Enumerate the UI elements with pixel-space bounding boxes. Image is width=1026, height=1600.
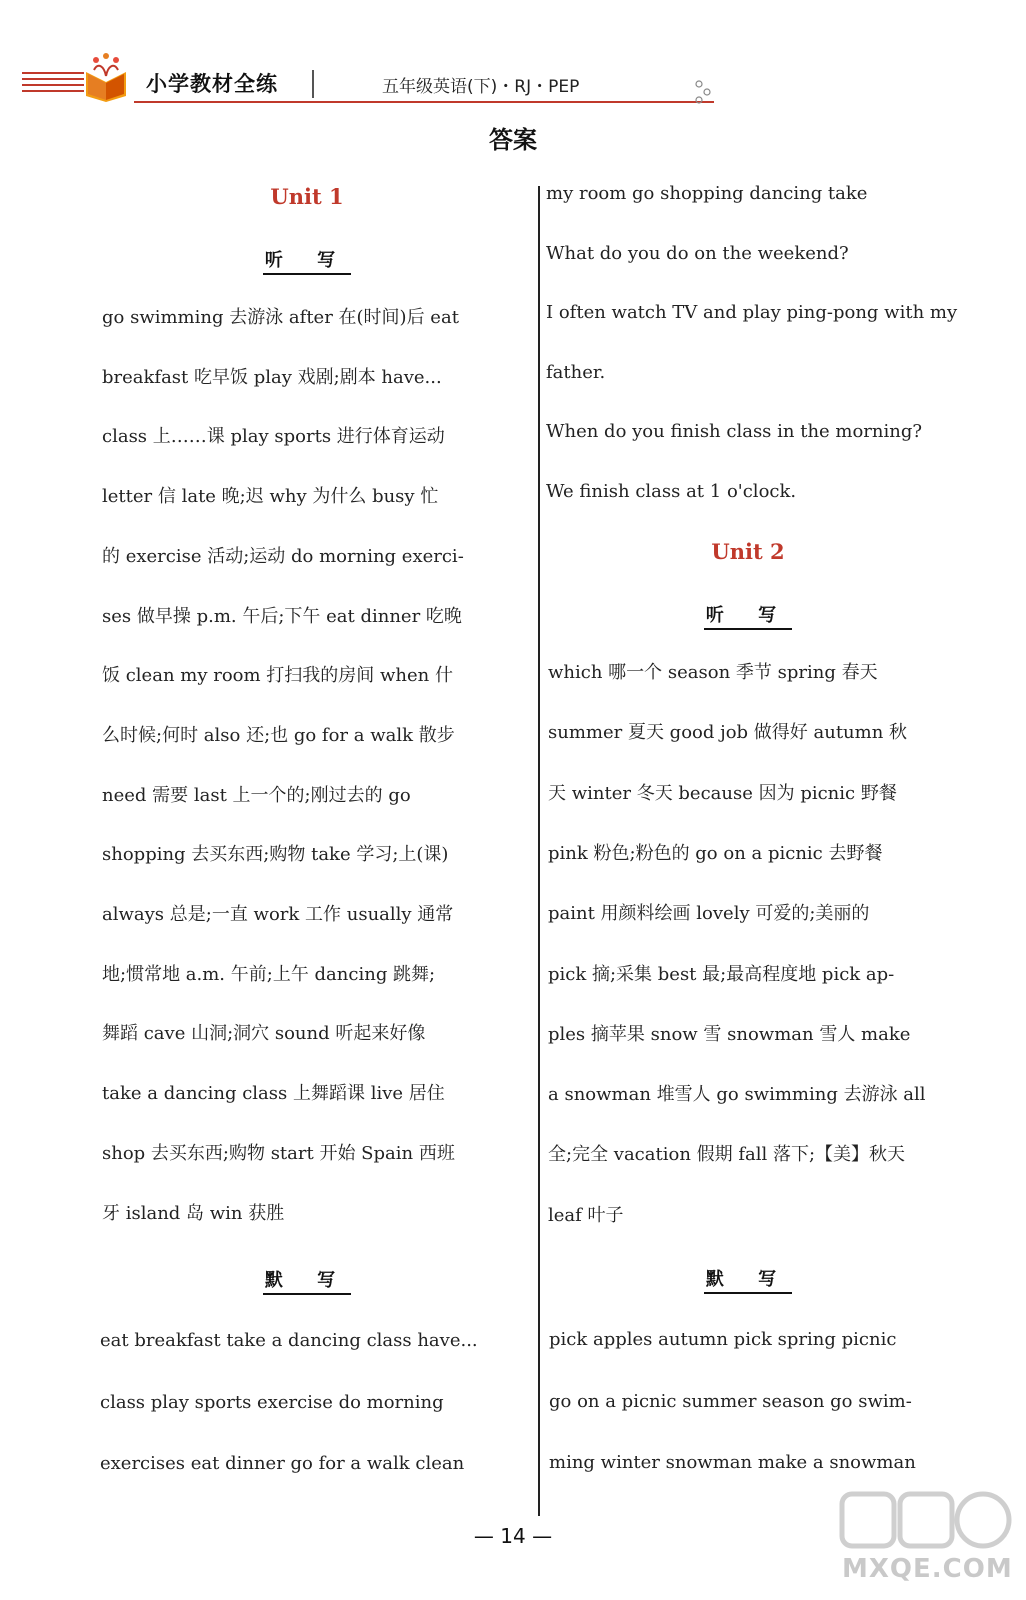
text-line: father. (546, 361, 606, 383)
text-line: class play sports exercise do morning (100, 1391, 444, 1413)
unit1-heading: Unit 1 (270, 184, 344, 209)
text-line: shopping 去买东西;购物 take 学习;上(课) (102, 844, 449, 866)
text-line: ming winter snowman make a snowman (549, 1452, 916, 1473)
text-line: breakfast 吃早饭 play 戏剧;剧本 have... (102, 366, 442, 388)
text-line: 的 exercise 活动;运动 do morning exerci- (102, 545, 464, 567)
subject-label: 五年级英语(下)・RJ・PEP (382, 77, 580, 97)
brand-title: 小学教材全练 (146, 72, 278, 96)
column-divider (538, 186, 540, 1516)
unit2-writing-heading: 默 写 (548, 1265, 948, 1291)
text-line: take a dancing class 上舞蹈课 live 居住 (102, 1083, 445, 1105)
open-book-logo-icon (82, 52, 130, 104)
text-line: What do you do on the weekend? (546, 242, 849, 264)
text-line: pick apples autumn pick spring picnic (549, 1329, 897, 1350)
text-line: 饭 clean my room 打扫我的房间 when 什 (102, 665, 453, 687)
text-line: leaf 叶子 (548, 1204, 624, 1226)
text-line: go swimming 去游泳 after 在(时间)后 eat (102, 307, 459, 328)
text-line: ses 做早操 p.m. 午后;下午 eat dinner 吃晚 (102, 605, 462, 627)
unit2-dictation-heading: 听 写 (548, 601, 948, 627)
page-title: 答案 (489, 126, 537, 154)
text-line: 舞蹈 cave 山洞;洞穴 sound 听起来好像 (102, 1023, 426, 1045)
watermark-text: MXQE.COM (842, 1554, 1013, 1584)
text-line: 地;惯常地 a.m. 午前;上午 dancing 跳舞; (102, 963, 436, 985)
text-line: summer 夏天 good job 做得好 autumn 秋 (548, 722, 908, 744)
text-line: my room go shopping dancing take (546, 183, 868, 204)
text-line: paint 用颜料绘画 lovely 可爱的;美丽的 (548, 903, 870, 925)
text-line: exercises eat dinner go for a walk clean (100, 1453, 465, 1474)
text-line: pink 粉色;粉色的 go on a picnic 去野餐 (548, 842, 883, 864)
text-line: which 哪一个 season 季节 spring 春天 (548, 662, 878, 683)
unit1-writing-heading: 默 写 (102, 1266, 512, 1292)
text-line: eat breakfast take a dancing class have... (100, 1330, 478, 1351)
page-header (0, 0, 1026, 115)
header-rule (134, 101, 714, 103)
unit1-dictation-heading: 听 写 (102, 246, 512, 272)
text-line: need 需要 last 上一个的;刚过去的 go (102, 784, 411, 806)
text-line: ples 摘苹果 snow 雪 snowman 雪人 make (548, 1023, 911, 1045)
brand-separator (312, 70, 314, 98)
text-line: I often watch TV and play ping-pong with my (546, 302, 958, 324)
text-line: 天 winter 冬天 because 因为 picnic 野餐 (548, 782, 897, 804)
text-line: go on a picnic summer season go swim- (549, 1390, 912, 1412)
text-line: a snowman 堆雪人 go swimming 去游泳 all (548, 1084, 926, 1106)
header-stripes (22, 72, 84, 96)
text-line: pick 摘;采集 best 最;最高程度地 pick ap- (548, 963, 895, 985)
text-line: 么时候;何时 also 还;也 go for a walk 散步 (102, 724, 455, 746)
unit2-heading: Unit 2 (711, 539, 785, 564)
text-line: 全;完全 vacation 假期 fall 落下;【美】秋天 (548, 1144, 906, 1166)
text-line: letter 信 late 晚;迟 why 为什么 busy 忙 (102, 486, 439, 508)
text-line: class 上……课 play sports 进行体育运动 (102, 426, 445, 448)
text-line: When do you finish class in the morning? (546, 421, 923, 443)
text-line: We finish class at 1 o'clock. (546, 481, 797, 502)
page-number: — 14 — (473, 1524, 553, 1548)
text-line: shop 去买东西;购物 start 开始 Spain 西班 (102, 1142, 455, 1164)
text-line: 牙 island 岛 win 获胜 (102, 1202, 285, 1224)
header-ornament-icon (693, 78, 719, 108)
text-line: always 总是;一直 work 工作 usually 通常 (102, 904, 454, 925)
